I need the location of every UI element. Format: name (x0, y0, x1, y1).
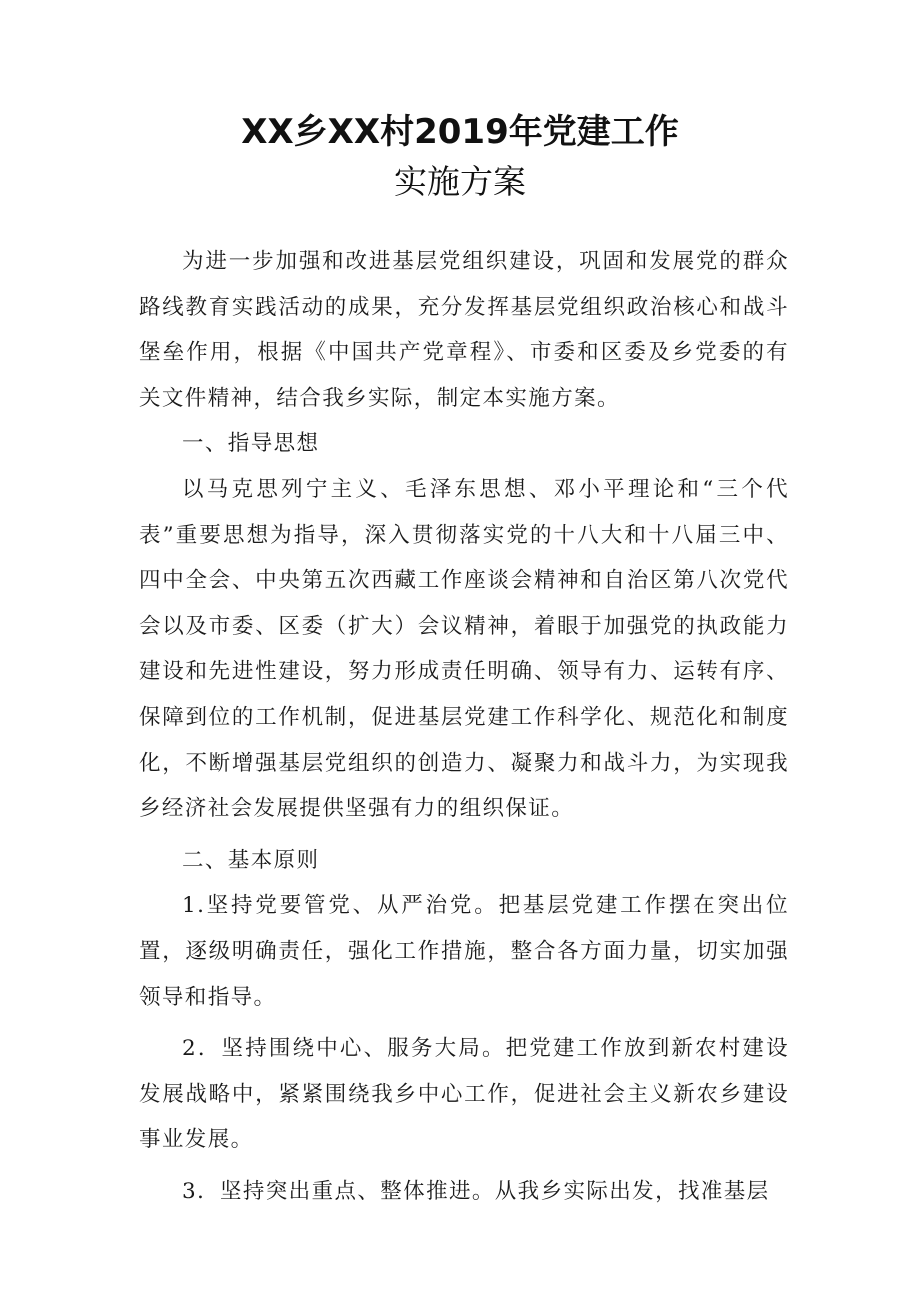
paragraph-guiding-ideology: 以马克思列宁主义、毛泽东思想、邓小平理论和“三个代表”重要思想为指导，深入贯彻落实党的十八大和十八届三中、四中全会、中央第五次西藏工作座谈会精神和自治区第八次党代会以及市委、区委（扩大）会议精神，着眼于加强党的执政能力建设和先进性建设，努力形成责任明确、领导有力、运转有序、保障到位的工作机制，促进基层党建工作科学化、规范化和制度化，不断增强基层党组织的创造力、凝聚力和战斗力，为实现我乡经济社会发展提供坚强有力的组织保证。 (139, 476, 789, 822)
document-subtitle: 实施方案 (394, 162, 526, 201)
principle-item-3: 3．坚持突出重点、整体推进。从我乡实际出发，找准基层 (182, 1178, 770, 1204)
principle-item-1: 1.坚持党要管党、从严治党。把基层党建工作摆在突出位置，逐级明确责任，强化工作措施，整合各方面力量，切实加强领导和指导。 (139, 893, 789, 1010)
section-heading-guiding-ideology: 一、指导思想 (182, 431, 320, 457)
principle-item-2: 2．坚持围绕中心、服务大局。把党建工作放到新农村建设发展战略中，紧紧围绕我乡中心工作，促进社会主义新农乡建设事业发展。 (139, 1036, 789, 1153)
paragraph-intro: 为进一步加强和改进基层党组织建设，巩固和发展党的群众路线教育实践活动的成果，充分发挥基层党组织政治核心和战斗堡垒作用，根据《中国共产党章程》、市委和区委及乡党委的有关文件精神，结合我乡实际，制定本实施方案。 (139, 249, 789, 411)
document-title: XX乡XX村2019年党建工作 (241, 112, 679, 152)
section-heading-basic-principles: 二、基本原则 (182, 847, 320, 873)
document-body (139, 239, 789, 1214)
